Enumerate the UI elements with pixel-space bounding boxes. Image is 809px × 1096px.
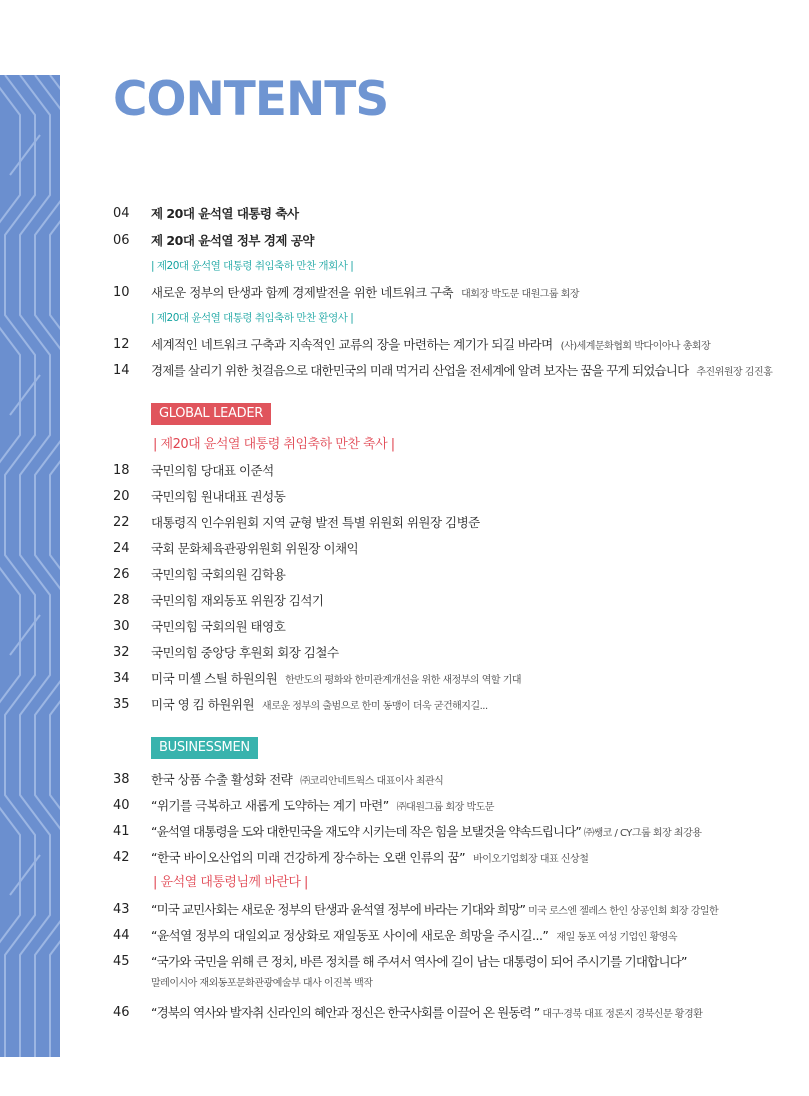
subheading-congrats: | 제20대 윤석열 대통령 취임축하 만찬 축사 |	[153, 437, 395, 452]
entry-author: 새로운 정부의 출범으로 한미 동맹이 더욱 굳건해지길...	[262, 701, 488, 712]
subheading-opening: | 제20대 윤석열 대통령 취임축하 만찬 개회사 |	[151, 260, 354, 272]
page-number: 22	[113, 515, 130, 530]
entry-title: 경제를 살리기 위한 첫걸음으로 대한민국의 미래 먹거리 산업을 전세계에 알려 보자는 꿈을 꾸게 되었습니다	[151, 363, 689, 378]
page-number: 12	[113, 337, 130, 352]
subheading-wishes: | 윤석열 대통령님께 바란다 |	[153, 875, 308, 890]
entry-author-continued: 말레이시아 재외동포문화관광예술부 대사 이진복 백작	[151, 978, 373, 989]
page-number: 40	[113, 798, 130, 813]
entry-author: ㈜대원그룹 회장 박도문	[396, 802, 494, 813]
entry-author: (사)세계문화협회 박다이아나 총회장	[560, 341, 711, 352]
entry-title: 제 20대 윤석열 정부 경제 공약	[151, 233, 314, 248]
entry-author: 추진위원장 김진홍	[696, 367, 773, 378]
stripe-pattern	[0, 75, 60, 1057]
entry-title: 국민의힘 국회의원 김학용	[151, 567, 286, 582]
entry-title: “위기를 극복하고 새롭게 도약하는 계기 마련”	[151, 798, 389, 813]
entry-author: 재일 동포 여성 기업인 황영옥	[556, 932, 678, 943]
entry-title: “국가와 국민을 위해 큰 정치, 바른 정치를 해 주셔서 역사에 길이 남는 대통령이 되어 주시기를 기대합니다”	[151, 954, 687, 969]
entry-author: 대구·경북 대표 정론지 경북신문 황경환	[542, 1009, 703, 1020]
entry-line	[151, 770, 443, 792]
entry-title: 국민의힘 국회의원 태영호	[151, 619, 286, 634]
entry-title: 미국 미셸 스틸 하원의원	[151, 671, 278, 686]
subheading-welcome: | 제20대 윤석열 대통령 취임축하 만찬 환영사 |	[151, 312, 354, 324]
entry-title: “경북의 역사와 발자취 신라인의 혜안과 정신은 한국사회를 이끌어 온 원동력 ”	[151, 1005, 540, 1020]
entry-author: ㈜쌩코 / CY그룹 회장 최강용	[583, 828, 702, 839]
page-number: 04	[113, 206, 130, 221]
entry-title: 미국 영 킴 하원위원	[151, 697, 255, 712]
entry-line	[151, 900, 718, 922]
entry-author: 바이오기업회장 대표 신상철	[473, 854, 589, 865]
page-number: 35	[113, 697, 130, 712]
page-number: 10	[113, 285, 130, 300]
page-number: 24	[113, 541, 130, 556]
entry-title: 제 20대 윤석열 대통령 축사	[151, 206, 299, 221]
entry-title: “한국 바이오산업의 미래 건강하게 장수하는 오랜 인류의 꿈”	[151, 850, 466, 865]
entry-line	[151, 283, 579, 305]
entry-title: 대통령직 인수위원회 지역 균형 발전 특별 위원회 위원장 김병준	[151, 515, 480, 530]
entry-title: 국민의힘 중앙당 후원회 회장 김철수	[151, 645, 339, 660]
entry-title: “미국 교민사회는 새로운 정부의 탄생과 윤석열 정부에 바라는 기대와 희망”	[151, 902, 526, 917]
page-number: 41	[113, 824, 130, 839]
page-title: CONTENTS	[113, 72, 389, 127]
page-number: 14	[113, 363, 130, 378]
page-number: 26	[113, 567, 130, 582]
page-number: 42	[113, 850, 130, 865]
decorative-side-stripe	[0, 75, 60, 1057]
entry-line	[151, 335, 710, 357]
entry-author: ㈜코리안네트웍스 대표이사 최관식	[300, 776, 444, 787]
page-number: 28	[113, 593, 130, 608]
entry-title: “윤석열 정부의 대일외교 정상화로 재일동포 사이에 새로운 희망을 주시길...”	[151, 928, 549, 943]
entry-title: 국민의힘 원내대표 권성동	[151, 489, 286, 504]
page-number: 38	[113, 772, 130, 787]
page-number: 18	[113, 463, 130, 478]
page-number: 46	[113, 1005, 130, 1020]
entry-line	[151, 926, 677, 948]
entry-line	[151, 361, 772, 383]
section-banner-global-leader: GLOBAL LEADER	[151, 403, 271, 425]
page-number: 43	[113, 902, 130, 917]
page-number: 34	[113, 671, 130, 686]
entry-author: 대회장 박도문 대원그룹 회장	[461, 289, 580, 300]
entry-title: “윤석열 대통령을 도와 대한민국을 재도약 시키는데 작은 힘을 보탤것을 약속드립니다”	[151, 824, 581, 839]
entry-author: 미국 로스엔 젤레스 한인 상공인회 회장 강일한	[528, 906, 719, 917]
entry-title: 국민의힘 당대표 이준석	[151, 463, 274, 478]
page-number: 20	[113, 489, 130, 504]
entry-title: 한국 상품 수출 활성화 전략	[151, 772, 293, 787]
entry-line	[151, 822, 701, 844]
entry-line	[151, 796, 494, 818]
entry-title: 새로운 정부의 탄생과 함께 경제발전을 위한 네트워크 구축	[151, 285, 454, 300]
entry-title: 국회 문화체육관광위원회 위원장 이채익	[151, 541, 359, 556]
entry-line	[151, 848, 588, 870]
page-number: 30	[113, 619, 130, 634]
page-number: 45	[113, 954, 130, 969]
entry-title: 국민의힘 재외동포 위원장 김석기	[151, 593, 324, 608]
entry-title: 세계적인 네트워크 구축과 지속적인 교류의 장을 마련하는 계기가 되길 바라며	[151, 337, 553, 352]
entry-author: 한반도의 평화와 한미관계개선을 위한 새정부의 역할 기대	[285, 675, 522, 686]
entry-line	[151, 1003, 702, 1025]
entry-line	[151, 695, 488, 717]
page-number: 44	[113, 928, 130, 943]
page-number: 32	[113, 645, 130, 660]
page-number: 06	[113, 233, 130, 248]
section-banner-businessmen: BUSINESSMEN	[151, 737, 258, 759]
entry-line	[151, 669, 521, 691]
